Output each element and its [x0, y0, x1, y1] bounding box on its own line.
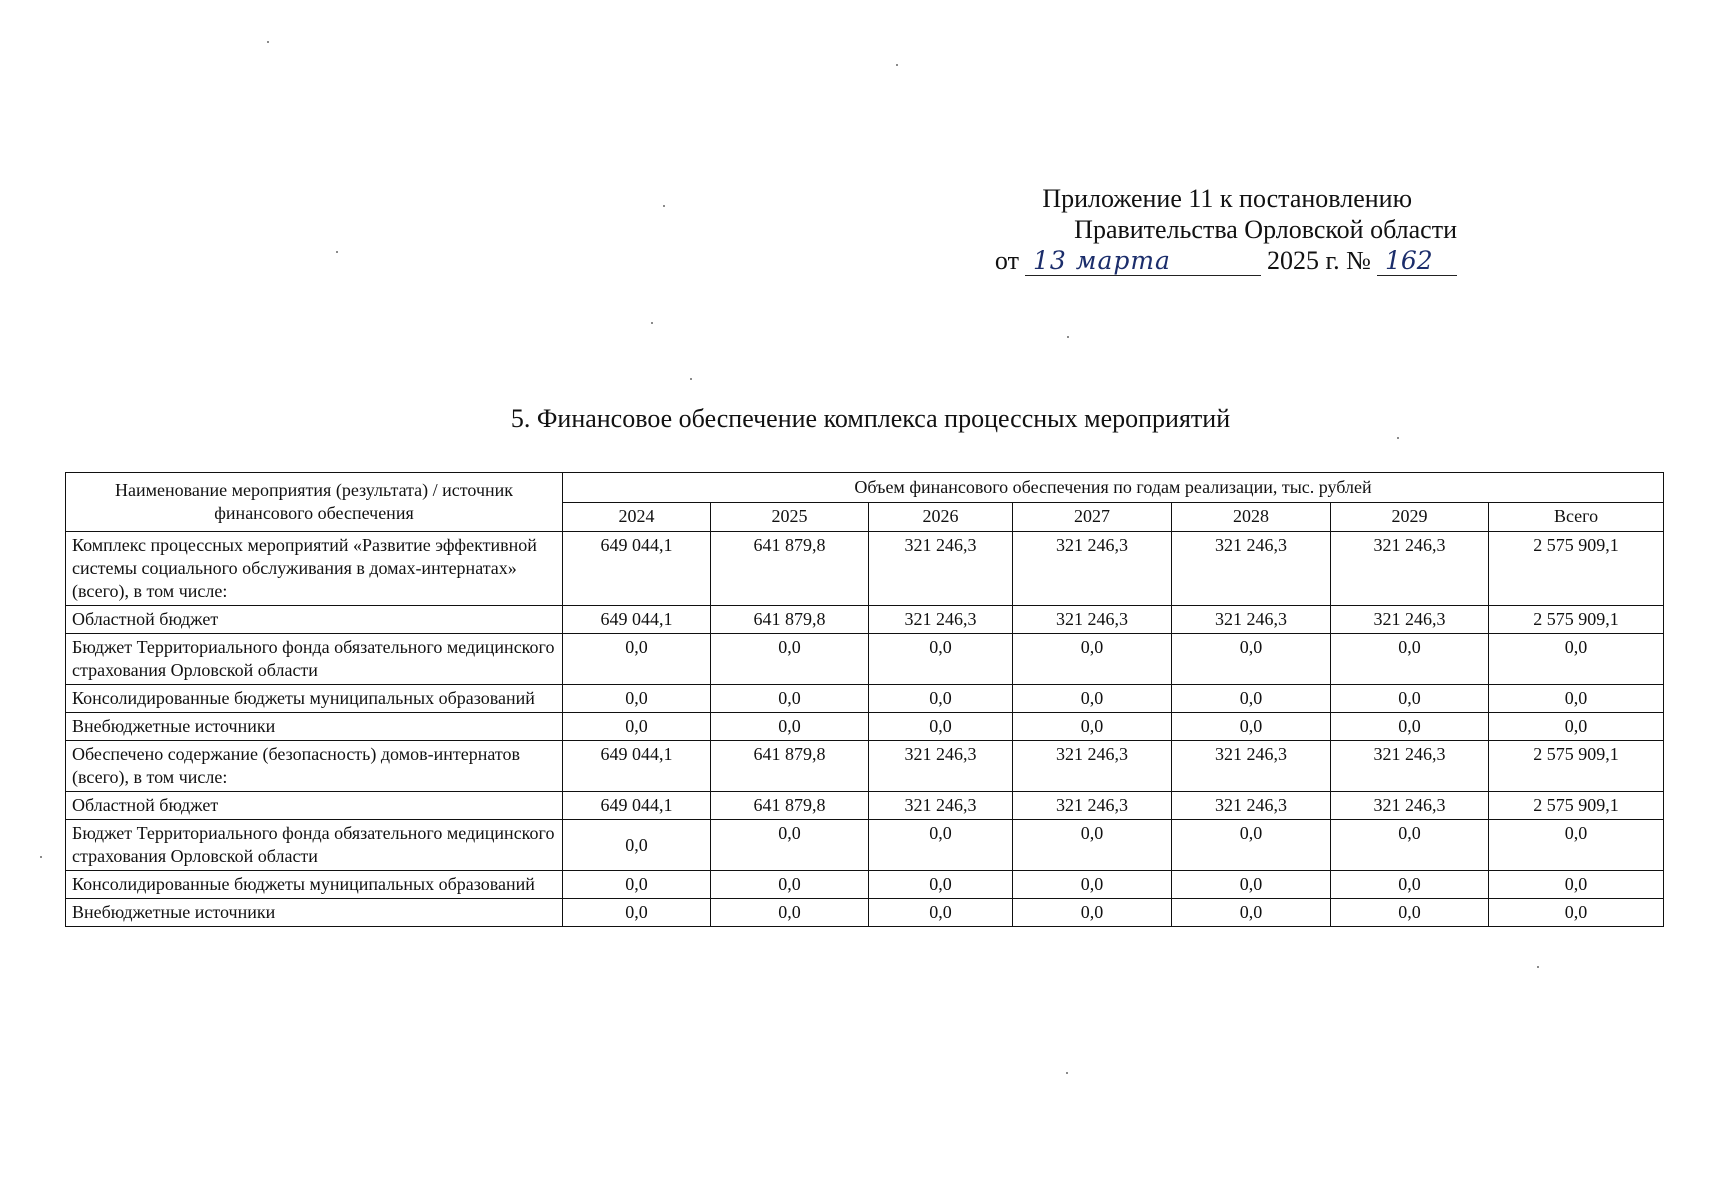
scan-speck	[1067, 336, 1069, 338]
value-cell: 0,0	[1331, 820, 1489, 871]
table-row	[66, 871, 1664, 899]
year-text: 2025 г. №	[1266, 246, 1371, 275]
value-cell: 0,0	[1013, 820, 1172, 871]
value-cell: 0,0	[563, 634, 711, 685]
value-cell: 0,0	[1013, 713, 1172, 741]
value-cell: 0,0	[1172, 713, 1331, 741]
scan-speck	[1537, 966, 1539, 968]
value-cell: 0,0	[869, 685, 1013, 713]
row-name-cell: Областной бюджет	[66, 792, 563, 820]
table-row	[66, 713, 1664, 741]
value-cell: 0,0	[869, 899, 1013, 927]
row-name-cell: Бюджет Территориального фонда обязательного медицинского страхования Орловской области	[66, 820, 563, 871]
value-cell: 0,0	[711, 871, 869, 899]
value-cell: 0,0	[1013, 871, 1172, 899]
value-cell: 0,0	[1489, 634, 1664, 685]
value-cell: 641 879,8	[711, 792, 869, 820]
value-cell: 0,0	[1489, 871, 1664, 899]
row-name-cell: Внебюджетные источники	[66, 899, 563, 927]
value-cell: 321 246,3	[1331, 532, 1489, 606]
scan-speck	[336, 251, 338, 253]
scan-speck	[690, 378, 692, 380]
column-header-year: 2027	[1013, 502, 1172, 532]
value-cell: 2 575 909,1	[1489, 792, 1664, 820]
value-cell: 0,0	[711, 820, 869, 871]
table-header-row-1	[66, 473, 1664, 503]
row-name-cell: Бюджет Территориального фонда обязательного медицинского страхования Орловской области	[66, 634, 563, 685]
value-cell: 0,0	[711, 713, 869, 741]
value-cell: 321 246,3	[869, 741, 1013, 792]
scan-speck	[651, 322, 653, 324]
section-title: 5. Финансовое обеспечение комплекса процессных мероприятий	[510, 404, 1231, 433]
value-cell: 321 246,3	[1013, 606, 1172, 634]
value-cell: 321 246,3	[869, 606, 1013, 634]
value-cell: 641 879,8	[711, 741, 869, 792]
financing-table	[65, 472, 1664, 927]
value-cell: 0,0	[1489, 713, 1664, 741]
value-cell: 0,0	[1489, 899, 1664, 927]
value-cell: 0,0	[1331, 685, 1489, 713]
table-row	[66, 899, 1664, 927]
value-cell: 0,0	[869, 871, 1013, 899]
scan-speck	[663, 205, 665, 207]
table-row	[66, 532, 1664, 606]
scan-speck	[896, 64, 898, 66]
scan-speck	[40, 856, 42, 858]
value-cell: 0,0	[869, 820, 1013, 871]
row-name-cell: Консолидированные бюджеты муниципальных образований	[66, 871, 563, 899]
value-cell: 649 044,1	[563, 606, 711, 634]
appendix-line-1: Приложение 11 к постановлению	[1042, 184, 1412, 213]
column-header-year: 2026	[869, 502, 1013, 532]
value-cell: 0,0	[563, 871, 711, 899]
value-cell: 2 575 909,1	[1489, 532, 1664, 606]
column-header-total: Всего	[1489, 502, 1664, 532]
value-cell: 0,0	[869, 634, 1013, 685]
value-cell: 2 575 909,1	[1489, 606, 1664, 634]
table-row	[66, 741, 1664, 792]
value-cell: 321 246,3	[869, 792, 1013, 820]
value-cell: 0,0	[711, 685, 869, 713]
value-cell: 321 246,3	[1172, 532, 1331, 606]
scan-speck	[1066, 1072, 1068, 1074]
row-name-cell: Консолидированные бюджеты муниципальных образований	[66, 685, 563, 713]
table-row	[66, 606, 1664, 634]
value-cell: 0,0	[1331, 871, 1489, 899]
scan-speck	[1397, 437, 1399, 439]
handwritten-date: 13 марта	[1025, 247, 1261, 276]
value-cell: 649 044,1	[563, 532, 711, 606]
table-row	[66, 634, 1664, 685]
value-cell: 0,0	[711, 634, 869, 685]
table-row	[66, 820, 1664, 871]
value-cell: 0,0	[1172, 871, 1331, 899]
value-cell: 321 246,3	[1013, 741, 1172, 792]
value-cell: 0,0	[563, 685, 711, 713]
column-header-year: 2029	[1331, 502, 1489, 532]
column-header-name: Наименование мероприятия (результата) / источник финансового обеспечения	[66, 473, 563, 532]
value-cell: 321 246,3	[1013, 532, 1172, 606]
value-cell: 641 879,8	[711, 532, 869, 606]
table-row	[66, 685, 1664, 713]
value-cell: 0,0	[1172, 899, 1331, 927]
value-cell: 0,0	[1331, 713, 1489, 741]
column-header-year: 2025	[711, 502, 869, 532]
value-cell: 649 044,1	[563, 741, 711, 792]
value-cell: 0,0	[1331, 899, 1489, 927]
row-name-cell: Областной бюджет	[66, 606, 563, 634]
handwritten-number: 162	[1377, 247, 1457, 276]
column-header-year: 2024	[563, 502, 711, 532]
value-cell: 321 246,3	[869, 532, 1013, 606]
value-cell: 321 246,3	[1172, 606, 1331, 634]
value-cell: 0,0	[1331, 634, 1489, 685]
value-cell: 0,0	[1013, 634, 1172, 685]
value-cell: 0,0	[563, 713, 711, 741]
value-cell: 0,0	[711, 899, 869, 927]
value-cell: 321 246,3	[1172, 741, 1331, 792]
date-prefix: от	[994, 246, 1019, 275]
column-header-year: 2028	[1172, 502, 1331, 532]
value-cell: 321 246,3	[1013, 792, 1172, 820]
value-cell: 2 575 909,1	[1489, 741, 1664, 792]
value-cell: 321 246,3	[1331, 741, 1489, 792]
value-cell: 321 246,3	[1331, 606, 1489, 634]
row-name-cell: Комплекс процессных мероприятий «Развитие эффективной системы социального обслуживания в домах-интернатах» (всего), в том числе:	[66, 532, 563, 606]
value-cell: 0,0	[1013, 899, 1172, 927]
value-cell: 649 044,1	[563, 792, 711, 820]
value-cell: 0,0	[563, 820, 711, 871]
value-cell: 0,0	[1013, 685, 1172, 713]
value-cell: 0,0	[563, 899, 711, 927]
resolution-date-line	[937, 245, 1457, 276]
column-group-header: Объем финансового обеспечения по годам реализации, тыс. рублей	[563, 473, 1664, 503]
table-row	[66, 792, 1664, 820]
value-cell: 0,0	[1172, 634, 1331, 685]
appendix-line-2: Правительства Орловской области	[1074, 215, 1457, 244]
value-cell: 0,0	[869, 713, 1013, 741]
scan-speck	[267, 41, 269, 43]
value-cell: 0,0	[1172, 820, 1331, 871]
appendix-header	[937, 183, 1457, 276]
row-name-cell: Обеспечено содержание (безопасность) домов-интернатов (всего), в том числе:	[66, 741, 563, 792]
table-body	[66, 532, 1664, 927]
row-name-cell: Внебюджетные источники	[66, 713, 563, 741]
value-cell: 641 879,8	[711, 606, 869, 634]
value-cell: 321 246,3	[1331, 792, 1489, 820]
value-cell: 0,0	[1172, 685, 1331, 713]
value-cell: 0,0	[1489, 685, 1664, 713]
value-cell: 321 246,3	[1172, 792, 1331, 820]
value-cell: 0,0	[1489, 820, 1664, 871]
